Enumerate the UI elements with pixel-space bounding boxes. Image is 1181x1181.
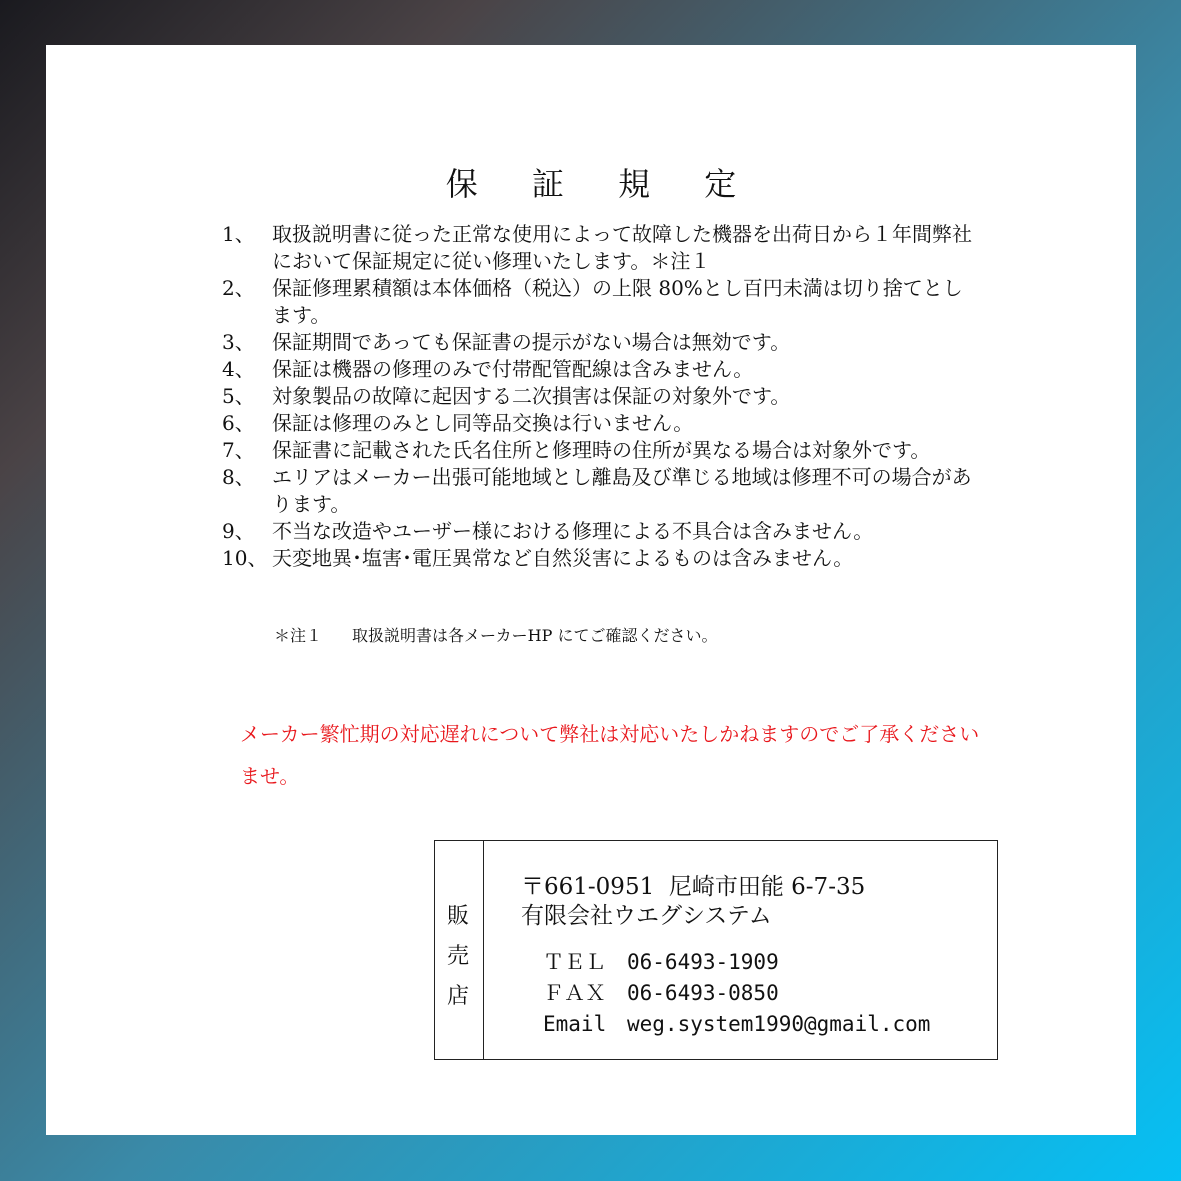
list-item <box>222 383 982 410</box>
rule-text: 保証書に記載された氏名住所と修理時の住所が異なる場合は対象外です。 <box>272 438 931 462</box>
list-item <box>222 275 982 329</box>
rule-text: 保証は修理のみとし同等品交換は行いません。 <box>272 411 694 435</box>
shop-label-char: 店 <box>447 984 470 1009</box>
company-name: 有限会社ウエグシステム <box>521 903 772 929</box>
contact-email <box>543 1009 930 1040</box>
rule-text: 対象製品の故障に起因する二次損害は保証の対象外です。 <box>272 384 791 408</box>
contact-label: ＦＡＸ <box>543 981 606 1005</box>
contact-value: 06-6493-1909 <box>627 950 779 974</box>
shop-info-box <box>434 840 998 1060</box>
rule-number: 1、 <box>222 222 255 246</box>
contact-label: ＴＥＬ <box>543 950 606 974</box>
rules-list <box>222 221 982 572</box>
footnote-text: 取扱説明書は各メーカーHP にてご確認ください。 <box>352 626 718 645</box>
rule-number: 6、 <box>222 411 255 435</box>
contact-value: weg.system1990@gmail.com <box>627 1012 931 1036</box>
list-item <box>222 410 982 437</box>
rule-text: 保証修理累積額は本体価格（税込）の上限 80%とし百円未満は切り捨てとします。 <box>272 276 963 327</box>
rule-text: 保証期間であっても保証書の提示がない場合は無効です。 <box>272 330 791 354</box>
address: 尼崎市田能 6-7-35 <box>668 874 866 900</box>
contact-value: 06-6493-0850 <box>627 981 779 1005</box>
footnote-mark: ＊注１ <box>274 626 323 645</box>
rule-number: 5、 <box>222 384 255 408</box>
contact-tel <box>543 947 930 978</box>
rule-text: 取扱説明書に従った正常な使用によって故障した機器を出荷日から１年間弊社において保証規定に従い修理いたします。＊注１ <box>272 222 972 273</box>
list-item <box>222 437 982 464</box>
rule-text: 天変地異･塩害･電圧異常など自然災害によるものは含みません。 <box>272 546 854 570</box>
rule-number: 10、 <box>222 546 268 570</box>
contact-block <box>543 947 930 1040</box>
list-item <box>222 545 982 572</box>
rule-number: 4、 <box>222 357 255 381</box>
contact-fax <box>543 978 930 1009</box>
rule-number: 7、 <box>222 438 255 462</box>
contact-label: Email <box>543 1012 607 1036</box>
list-item <box>222 464 982 518</box>
shop-label <box>435 841 484 1059</box>
rule-number: 8、 <box>222 465 255 489</box>
postal-code: 〒661-0951 <box>521 874 655 900</box>
notice-text: メーカー繁忙期の対応遅れについて弊社は対応いたしかねますのでご了承くださいませ。 <box>240 722 980 788</box>
rule-number: 9、 <box>222 519 255 543</box>
rule-number: 3、 <box>222 330 255 354</box>
footnote <box>274 623 718 646</box>
rule-number: 2、 <box>222 276 255 300</box>
warranty-sheet <box>46 45 1136 1135</box>
rule-text: 不当な改造やユーザー様における修理による不具合は含みません。 <box>272 519 874 543</box>
list-item <box>222 329 982 356</box>
rule-text: 保証は機器の修理のみで付帯配管配線は含みません。 <box>272 357 754 381</box>
rule-text: エリアはメーカー出張可能地域とし離島及び準じる地域は修理不可の場合があります。 <box>272 465 972 516</box>
list-item <box>222 221 982 275</box>
list-item <box>222 518 982 545</box>
page-title: 保 証 規 定 <box>445 165 759 203</box>
shop-label-char: 売 <box>447 944 470 969</box>
list-item <box>222 356 982 383</box>
shop-label-char: 販 <box>447 904 470 929</box>
shop-address-block <box>521 873 865 931</box>
